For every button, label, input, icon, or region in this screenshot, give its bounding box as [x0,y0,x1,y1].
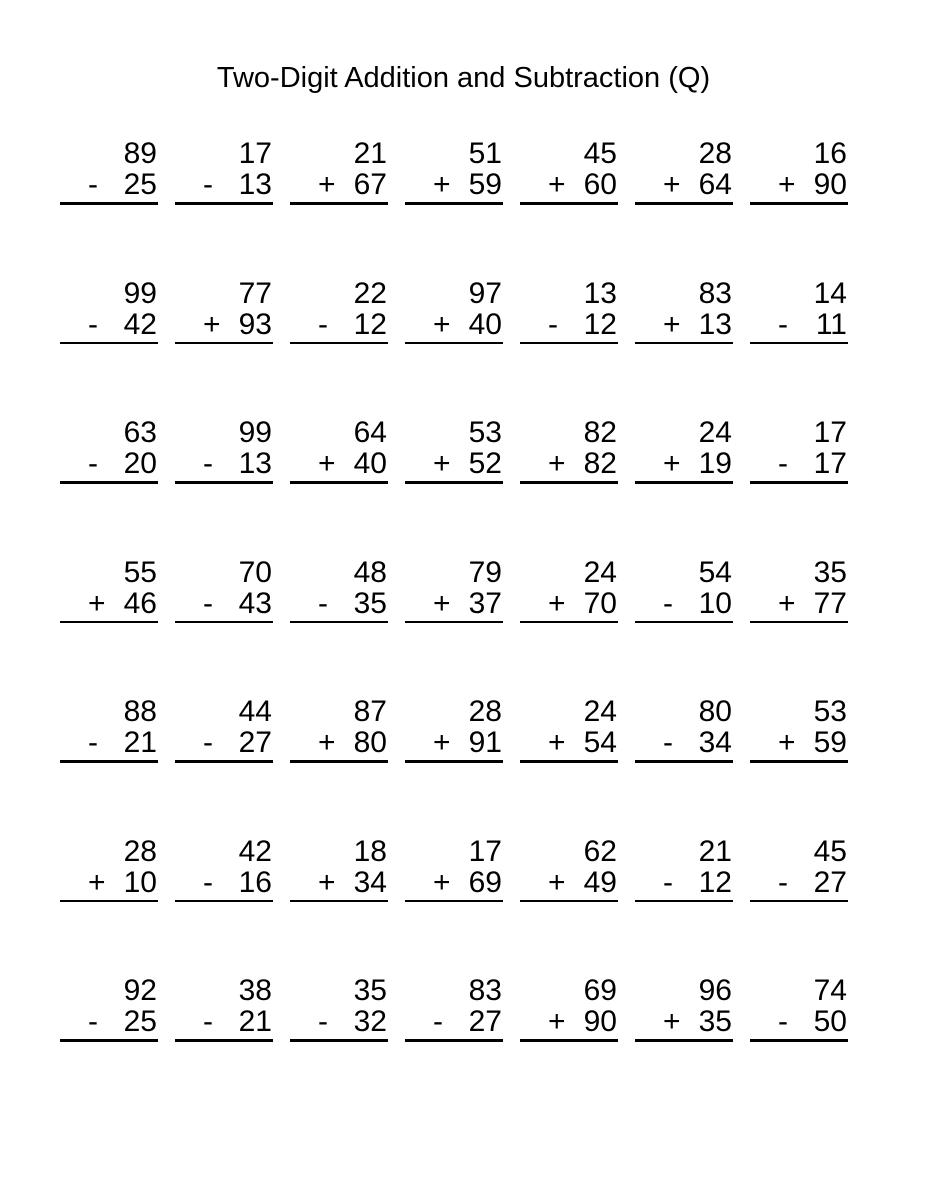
bottom-operand: 82 [583,447,617,480]
operator: + [663,307,681,341]
top-operand: 70 [238,555,272,589]
answer-line [635,342,733,345]
bottom-operand: 60 [583,168,617,201]
bottom-operand: 16 [238,865,272,899]
operator-operand-row [635,309,733,340]
problem-r3c1 [60,417,158,484]
bottom-operand: 59 [813,726,847,759]
top-operand: 77 [238,276,272,310]
bottom-operand: 34 [353,865,387,899]
answer-line [175,342,273,345]
bottom-operand: 50 [813,1005,847,1038]
answer-line [750,760,848,763]
problem-r4c4 [405,557,503,624]
operator: - [663,865,673,899]
operator: + [433,307,451,341]
bottom-operand: 35 [698,1005,732,1038]
operator-operand-row [60,588,158,619]
operator-operand-row [635,727,733,758]
operator: + [88,865,106,899]
bottom-operand: 90 [813,168,847,201]
operator: - [778,447,788,480]
answer-line [635,760,733,763]
answer-line [520,900,618,903]
bottom-operand: 19 [698,447,732,480]
bottom-operand: 12 [353,307,387,341]
bottom-operand: 12 [698,865,732,899]
problem-r5c7 [750,696,848,763]
problem-r7c2 [175,975,273,1042]
answer-line [290,342,388,345]
top-operand: 44 [238,695,272,728]
bottom-operand: 90 [583,1005,617,1038]
operator-operand-row [290,867,388,898]
operator-operand-row [405,309,503,340]
top-operand: 92 [123,974,157,1007]
bottom-operand: 80 [353,726,387,759]
top-operand: 28 [123,834,157,868]
answer-line [175,621,273,624]
top-operand: 63 [123,416,157,449]
operator-operand-row [405,727,503,758]
operator: - [203,865,213,899]
worksheet-title: Two-Digit Addition and Subtraction (Q) [216,62,711,94]
bottom-operand: 10 [123,865,157,899]
top-operand: 88 [123,695,157,728]
operator: - [203,1005,213,1038]
top-operand: 13 [583,276,617,310]
operator-operand-row [635,448,733,479]
answer-line [405,621,503,624]
bottom-operand: 49 [583,865,617,899]
problem-r1c7 [750,138,848,205]
operator-operand-row [750,727,848,758]
answer-line [290,900,388,903]
operator-operand-row [290,309,388,340]
top-operand: 64 [353,416,387,449]
answer-line [175,1039,273,1042]
operator: + [433,865,451,899]
problem-r3c5 [520,417,618,484]
bottom-operand: 12 [583,307,617,341]
top-operand: 17 [468,834,502,868]
problem-r1c5 [520,138,618,205]
operator-operand-row [520,169,618,200]
bottom-operand: 13 [238,168,272,201]
answer-line [60,760,158,763]
bottom-operand: 11 [815,307,847,341]
bottom-operand: 25 [123,168,157,201]
bottom-operand: 20 [123,447,157,480]
problem-r7c6 [635,975,733,1042]
operator: + [548,726,566,759]
operator: - [203,726,213,759]
operator: + [663,168,681,201]
problem-r2c7 [750,278,848,345]
top-operand: 38 [238,974,272,1007]
answer-line [750,900,848,903]
problem-r5c3 [290,696,388,763]
operator: + [203,307,221,341]
problems-grid [60,138,848,1042]
bottom-operand: 52 [468,447,502,480]
top-operand: 48 [353,555,387,589]
answer-line [635,900,733,903]
operator-operand-row [635,1006,733,1037]
answer-line [750,202,848,205]
answer-line [60,900,158,903]
operator: + [778,586,796,620]
problem-r7c4 [405,975,503,1042]
bottom-operand: 43 [238,586,272,620]
operator: - [778,865,788,899]
problem-r3c3 [290,417,388,484]
bottom-operand: 27 [238,726,272,759]
problem-r2c2 [175,278,273,345]
top-operand: 28 [698,137,732,170]
top-operand: 17 [813,416,847,449]
operator-operand-row [635,169,733,200]
operator: + [88,586,106,620]
operator-operand-row [520,309,618,340]
top-operand: 18 [353,834,387,868]
problem-r2c6 [635,278,733,345]
operator: - [203,586,213,620]
bottom-operand: 37 [468,586,502,620]
bottom-operand: 21 [238,1005,272,1038]
bottom-operand: 67 [353,168,387,201]
operator: + [433,586,451,620]
bottom-operand: 93 [238,307,272,341]
problem-r1c4 [405,138,503,205]
operator: + [318,865,336,899]
bottom-operand: 25 [123,1005,157,1038]
bottom-operand: 32 [353,1005,387,1038]
problem-r5c5 [520,696,618,763]
top-operand: 54 [698,555,732,589]
answer-line [405,342,503,345]
answer-line [60,1039,158,1042]
operator-operand-row [520,867,618,898]
operator-operand-row [175,588,273,619]
operator: + [548,586,566,620]
answer-line [175,760,273,763]
top-operand: 17 [238,137,272,170]
problem-r2c4 [405,278,503,345]
operator-operand-row [175,448,273,479]
operator-operand-row [290,448,388,479]
operator: - [203,447,213,480]
top-operand: 87 [353,695,387,728]
top-operand: 99 [238,416,272,449]
operator-operand-row [175,1006,273,1037]
top-operand: 21 [353,137,387,170]
operator-operand-row [60,448,158,479]
top-operand: 62 [583,834,617,868]
operator-operand-row [175,727,273,758]
problem-r1c2 [175,138,273,205]
problem-r6c1 [60,836,158,903]
top-operand: 45 [813,834,847,868]
bottom-operand: 42 [123,307,157,341]
problem-r3c7 [750,417,848,484]
bottom-operand: 35 [353,586,387,620]
problem-r6c4 [405,836,503,903]
answer-line [405,1039,503,1042]
problem-r6c5 [520,836,618,903]
operator-operand-row [635,867,733,898]
operator: + [778,726,796,759]
problem-r3c4 [405,417,503,484]
operator-operand-row [520,1006,618,1037]
answer-line [520,760,618,763]
answer-line [290,1039,388,1042]
operator-operand-row [520,448,618,479]
problem-r7c5 [520,975,618,1042]
operator-operand-row [60,169,158,200]
top-operand: 74 [813,974,847,1007]
answer-line [175,481,273,484]
problem-r1c3 [290,138,388,205]
top-operand: 55 [123,555,157,589]
answer-line [405,900,503,903]
problem-r2c5 [520,278,618,345]
operator: + [433,726,451,759]
answer-line [175,900,273,903]
operator: + [548,447,566,480]
operator-operand-row [520,727,618,758]
operator-operand-row [175,867,273,898]
answer-line [290,481,388,484]
top-operand: 79 [468,555,502,589]
problem-r5c4 [405,696,503,763]
operator: - [318,1005,328,1038]
answer-line [635,202,733,205]
operator-operand-row [750,309,848,340]
operator: - [88,307,98,341]
top-operand: 14 [813,276,847,310]
bottom-operand: 40 [468,307,502,341]
operator-operand-row [405,867,503,898]
top-operand: 16 [813,137,847,170]
top-operand: 83 [468,974,502,1007]
bottom-operand: 27 [468,1005,502,1038]
problem-r7c1 [60,975,158,1042]
operator-operand-row [750,867,848,898]
answer-line [405,202,503,205]
operator-operand-row [60,727,158,758]
bottom-operand: 40 [353,447,387,480]
answer-line [520,481,618,484]
answer-line [635,481,733,484]
bottom-operand: 64 [698,168,732,201]
top-operand: 53 [468,416,502,449]
top-operand: 51 [468,137,502,170]
operator-operand-row [750,1006,848,1037]
answer-line [290,760,388,763]
problem-r6c6 [635,836,733,903]
top-operand: 42 [238,834,272,868]
operator: + [663,1005,681,1038]
operator: - [203,168,213,201]
operator-operand-row [635,588,733,619]
operator: - [88,726,98,759]
bottom-operand: 59 [468,168,502,201]
answer-line [750,1039,848,1042]
problem-r2c3 [290,278,388,345]
problem-r1c6 [635,138,733,205]
operator-operand-row [290,169,388,200]
bottom-operand: 21 [123,726,157,759]
operator: - [778,1005,788,1038]
answer-line [750,621,848,624]
top-operand: 99 [123,276,157,310]
problem-r6c2 [175,836,273,903]
bottom-operand: 91 [468,726,502,759]
top-operand: 35 [353,974,387,1007]
bottom-operand: 13 [698,307,732,341]
top-operand: 97 [468,276,502,310]
top-operand: 24 [583,695,617,728]
operator: + [318,726,336,759]
problem-r6c3 [290,836,388,903]
operator-operand-row [290,727,388,758]
problem-r5c6 [635,696,733,763]
operator: - [548,307,558,341]
operator-operand-row [750,588,848,619]
operator-operand-row [405,448,503,479]
answer-line [290,202,388,205]
operator-operand-row [405,1006,503,1037]
operator-operand-row [520,588,618,619]
problem-r7c7 [750,975,848,1042]
operator: + [433,168,451,201]
answer-line [635,1039,733,1042]
problem-r1c1 [60,138,158,205]
problem-r5c1 [60,696,158,763]
answer-line [60,481,158,484]
answer-line [750,481,848,484]
operator: - [318,586,328,620]
bottom-operand: 77 [813,586,847,620]
problem-r6c7 [750,836,848,903]
problem-r3c6 [635,417,733,484]
problem-r4c6 [635,557,733,624]
problem-r2c1 [60,278,158,345]
problem-r7c3 [290,975,388,1042]
problem-r4c1 [60,557,158,624]
answer-line [290,621,388,624]
top-operand: 21 [698,834,732,868]
top-operand: 22 [353,276,387,310]
top-operand: 89 [123,137,157,170]
answer-line [60,342,158,345]
operator-operand-row [750,169,848,200]
operator: + [548,865,566,899]
problem-r4c2 [175,557,273,624]
top-operand: 35 [813,555,847,589]
top-operand: 24 [698,416,732,449]
bottom-operand: 70 [583,586,617,620]
answer-line [405,481,503,484]
operator: + [318,447,336,480]
operator-operand-row [405,169,503,200]
answer-line [635,621,733,624]
operator-operand-row [60,1006,158,1037]
operator-operand-row [290,1006,388,1037]
answer-line [175,202,273,205]
bottom-operand: 46 [123,586,157,620]
answer-line [520,621,618,624]
bottom-operand: 34 [698,726,732,759]
top-operand: 28 [468,695,502,728]
problem-r4c5 [520,557,618,624]
operator: - [433,1005,443,1038]
operator-operand-row [60,309,158,340]
top-operand: 53 [813,695,847,728]
operator: + [548,168,566,201]
answer-line [60,202,158,205]
bottom-operand: 69 [468,865,502,899]
top-operand: 24 [583,555,617,589]
problem-r3c2 [175,417,273,484]
top-operand: 83 [698,276,732,310]
operator-operand-row [60,867,158,898]
operator-operand-row [175,169,273,200]
operator: - [88,447,98,480]
operator: - [88,1005,98,1038]
top-operand: 69 [583,974,617,1007]
answer-line [750,342,848,345]
bottom-operand: 54 [583,726,617,759]
top-operand: 96 [698,974,732,1007]
operator: - [88,168,98,201]
answer-line [520,1039,618,1042]
operator-operand-row [405,588,503,619]
bottom-operand: 10 [698,586,732,620]
problem-r4c3 [290,557,388,624]
operator-operand-row [290,588,388,619]
bottom-operand: 13 [238,447,272,480]
operator-operand-row [750,448,848,479]
operator: - [778,307,788,341]
operator-operand-row [175,309,273,340]
problem-r4c7 [750,557,848,624]
operator: - [318,307,328,341]
operator: + [433,447,451,480]
answer-line [520,342,618,345]
top-operand: 45 [583,137,617,170]
answer-line [520,202,618,205]
operator: + [663,447,681,480]
bottom-operand: 27 [813,865,847,899]
bottom-operand: 17 [813,447,847,480]
answer-line [405,760,503,763]
top-operand: 80 [698,695,732,728]
problem-r5c2 [175,696,273,763]
operator: + [318,168,336,201]
top-operand: 82 [583,416,617,449]
operator: - [663,586,673,620]
answer-line [60,621,158,624]
operator: + [548,1005,566,1038]
operator: - [663,726,673,759]
operator: + [778,168,796,201]
